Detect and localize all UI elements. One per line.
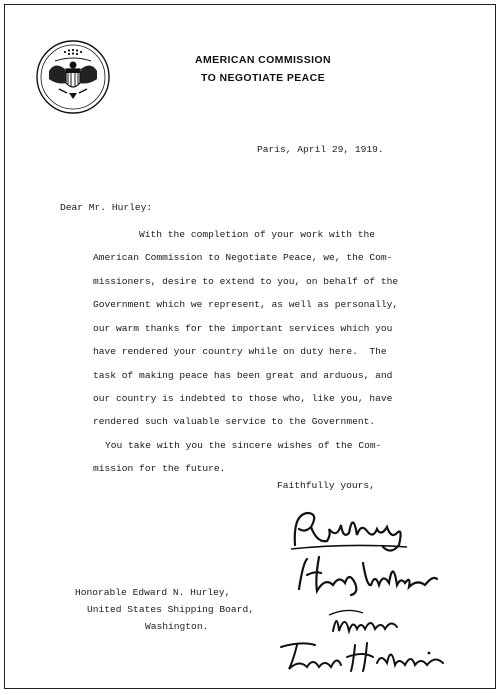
letterhead-line-1: AMERICAN COMMISSION xyxy=(195,54,331,66)
body-line: You take with you the sincere wishes of the Com- xyxy=(105,440,382,451)
body-line: missioners, desire to extend to you, on behalf of the xyxy=(93,276,399,287)
addressee-city: Washington. xyxy=(145,621,209,632)
body-line: our warm thanks for the important services which you xyxy=(93,323,393,334)
body-line: rendered such valuable service to the Government. xyxy=(93,416,376,427)
body-line: mission for the future. xyxy=(93,463,226,474)
body-line: With the completion of your work with the xyxy=(139,229,376,240)
body-line: task of making peace has been great and arduous, and xyxy=(93,370,393,381)
body-line: Government which we represent, as well as personally, xyxy=(93,299,399,310)
addressee-name: Honorable Edward N. Hurley, xyxy=(75,587,231,598)
signature-house xyxy=(327,605,407,639)
body-line: have rendered your country while on duty here. The xyxy=(93,346,387,357)
letter-page xyxy=(4,4,496,689)
addressee-organization: United States Shipping Board, xyxy=(87,604,254,615)
salutation: Dear Mr. Hurley: xyxy=(60,202,153,213)
signature-white xyxy=(293,549,443,599)
signature-lansing xyxy=(287,505,417,555)
closing: Faithfully yours, xyxy=(277,480,375,491)
letterhead xyxy=(163,51,363,87)
body-line: American Commission to Negotiate Peace, we, the Com- xyxy=(93,252,393,263)
great-seal-eagle-icon xyxy=(35,39,111,115)
letterhead-line-2: TO NEGOTIATE PEACE xyxy=(200,72,326,84)
body-line: our country is indebted to those who, like you, have xyxy=(93,393,393,404)
signature-bliss xyxy=(277,635,457,679)
letter-date: Paris, April 29, 1919. xyxy=(257,144,384,155)
